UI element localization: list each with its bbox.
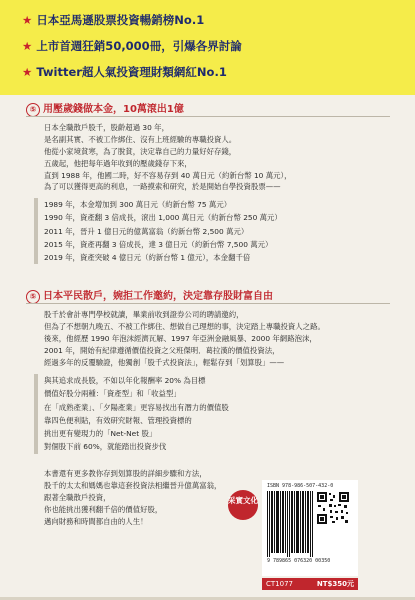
product-code-bar (262, 578, 358, 590)
list-item: 2011 年，晉升 1 億日元的億萬富翁（約新台幣 2,500 萬元） (44, 226, 249, 236)
section-number-badge: ⑤ (26, 290, 40, 304)
section1-list-bar (34, 198, 38, 264)
section2-title: ⑤ 日本平民散戶，婉拒工作邀約，決定靠存股財富自由 (26, 287, 273, 304)
section1-paragraph: 日本全職散戶股千，股齡超過 30 年， 是名副其實、不被工作綁住、沒有上班經驗的專職投資人。 他從小家境貧寒，為了脫貧，決定靠自己的力量好好存錢， 五歲起，他把每年過年收到的壓歲錢存下來， 直到 1988 年，他國二時，好不容易存到 40 萬日元（約新台幣 10 萬元）， 為了可以獲得更高的利息，一路摸索和研究，於是開始自學投資股票—— (44, 123, 292, 192)
star-icon: ★ (22, 65, 33, 79)
barcode-image (267, 491, 313, 557)
list-item: 價值好股分兩種：「資產型」和「收益型」 (44, 389, 181, 399)
price-label: NT$350元 (316, 580, 354, 588)
publisher-logo: 采實文化 (228, 490, 258, 520)
isbn-text: ISBN 978-986-507-432-0 (267, 483, 334, 489)
star-icon: ★ (22, 39, 33, 53)
list-item: 2019 年，資產突破 4 億日元（約新台幣 1 億元），本金翻千倍 (44, 253, 251, 263)
list-item: 靠四色便利貼，有效研究財報、管理投資標的 (44, 415, 192, 425)
section2-list-bar (34, 374, 38, 454)
star-icon: ★ (22, 13, 33, 27)
list-item: 在「成熟產業」、「夕陽產業」更容易找出有潛力的價值股 (44, 402, 229, 412)
qr-code-icon (316, 491, 350, 525)
list-item: 1990 年，資產翻 3 倍成長，滾出 1,000 萬日元（約新台幣 250 萬元） (44, 213, 282, 223)
product-code: CT1077 (266, 580, 293, 588)
closing-paragraph: 本書還有更多教你存到划算股的詳細步驟和方法， 股千的太太和媽媽也靠這套投資法相繼晉升億萬富翁， 跟著全職散戶投資， 你也能挑出獲利翻千倍的價值好股， 邁向財務和時間都自由的人生！ (44, 469, 222, 526)
section2-list (44, 374, 374, 454)
list-item: 對個股下前 60%，就能踏出投資步伐 (44, 442, 167, 452)
list-item: 1989 年，本金增加到 300 萬日元（約新台幣 75 萬元） (44, 200, 232, 209)
section2-paragraph: 股千於會計專門學校就讀，畢業前收到證券公司的聘請邀約， 但為了不想朝九晚五、不被工作綁住、想做自己理想的事，決定踏上專職投資人之路。 後來，他經歷 1990 年泡沫經濟瓦解、1997 年亞洲金融風暴、2000 年網路泡沫， 2001 年，開始有紀律遵循價值投資之父班傑明．葛拉漢的價值投資法， 經過多年的反覆驗證，他獨創「股千式投資法」，輕鬆存到「划算股」—— (44, 310, 325, 367)
bestseller-tag-3: ★ Twitter超人氣投資理財類網紅No.1 (22, 65, 227, 79)
ean-number: 9 789865 076320 00350 (267, 558, 331, 564)
bestseller-tag-2: ★ 上市首週狂銷50,000冊，引爆各界討論 (22, 39, 242, 53)
section1-list (44, 198, 374, 264)
section1-divider (26, 116, 390, 117)
list-item: 2015 年，資產再翻 3 倍成長，達 3 億日元（約新台幣 7,500 萬元） (44, 239, 273, 249)
list-item: 與其追求成長股，不如以年化報酬率 20% 為目標 (44, 376, 206, 385)
section1-title: ⑤ 用壓歲錢做本金，10萬滾出1億 (26, 100, 184, 117)
list-item: 挑出更有變現力的「Net-Net 股」 (44, 429, 157, 439)
bestseller-tag-1: ★ 日本亞馬遜股票投資暢銷榜No.1 (22, 13, 205, 27)
section2-divider (26, 303, 390, 304)
section-number-badge: ⑤ (26, 103, 40, 117)
